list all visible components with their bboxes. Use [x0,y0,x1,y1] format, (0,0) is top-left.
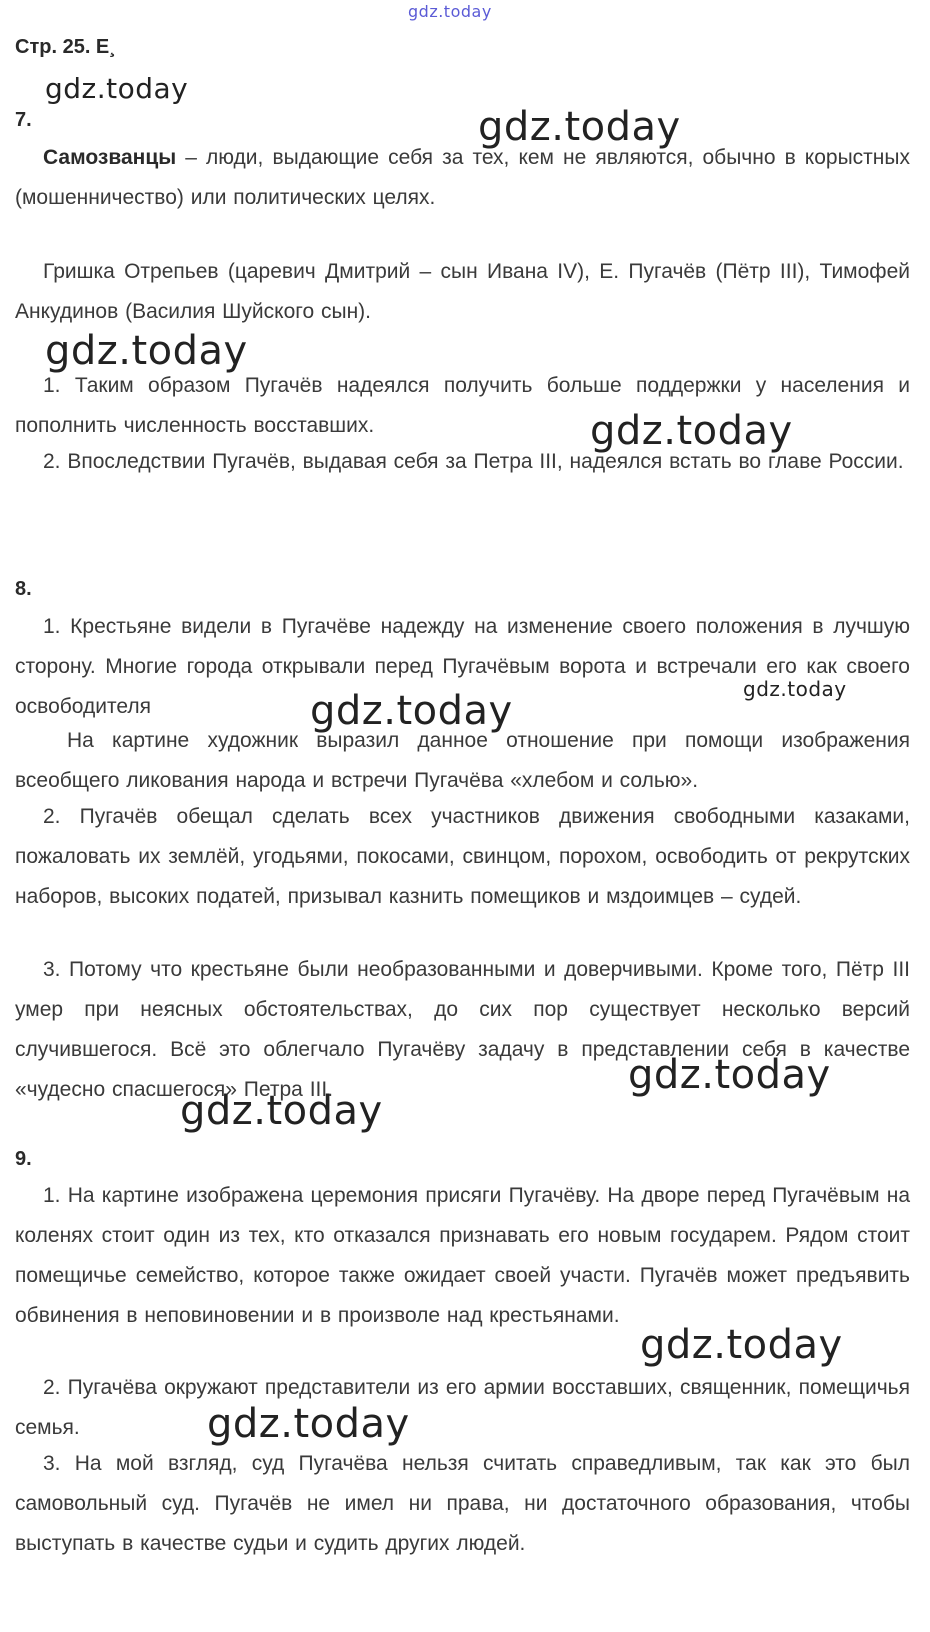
section-9-item-1: 1. На картине изображена церемония присяги Пугачёву. На дворе перед Пугачёвым на коленях стоит один из тех, кто отказался признавать его новым государем. Рядом стоит помещичье семейство, которое также ожидает своей участи. Пугачёв может предъявить обвинения в неповиновении и в произволе над крестьянами. [15,1184,910,1327]
watermark: gdz.today [310,688,513,734]
section-8-item-1: 1. Крестьяне видели в Пугачёве надежду на изменение своего положения в лучшую сторону. Многие города открывали перед Пугачёвым ворота и встречали его как своего освободителя [15,615,910,718]
watermark: gdz.today [45,72,189,105]
term-samozvantsy: Самозванцы [43,146,177,169]
watermark-top: gdz.today [408,2,492,21]
watermark: gdz.today [207,1401,410,1447]
section-7-number: 7. [15,109,32,131]
section-9-item-2: 2. Пугачёва окружают представители из его армии восставших, священник, помещичья семья. [15,1376,910,1439]
watermark: gdz.today [590,408,793,454]
section-7-examples: Гришка Отрепьев (царевич Дмитрий – сын Ивана IV), Е. Пугачёв (Пётр III), Тимофей Анкудинов (Василия Шуйского сын). [15,260,910,323]
watermark: gdz.today [180,1088,383,1134]
section-9-item-3: 3. На мой взгляд, суд Пугачёва нельзя считать справедливым, так как это был самовольный суд. Пугачёв не имел ни права, ни достаточного образования, чтобы выступать в качестве судьи и судить других людей. [15,1452,910,1555]
section-7-definition [15,138,910,218]
page-header: Стр. 25. Е¸ [15,36,116,58]
section-8-number: 8. [15,578,32,600]
section-8-item-2: 2. Пугачёв обещал сделать всех участников движения свободными казаками, пожаловать их землёй, угодьями, покосами, свинцом, порохом, освободить от рекрутских наборов, высоких податей, призывал казнить помещиков и мздоимцев – судей. [15,805,910,908]
definition-text: – люди, выдающие себя за тех, кем не являются, обычно в корыстных (мошенничество) или политических целях. [15,146,910,209]
section-7-item-2: 2. Впоследствии Пугачёв, выдавая себя за Петра III, надеялся встать во главе России. [43,450,904,473]
section-8-item-3: 3. Потому что крестьяне были необразованными и доверчивыми. Кроме того, Пётр III умер при неясных обстоятельствах, до сих пор существует несколько версий случившегося. Всё это облегчало Пугачёву задачу в представлении себя в качестве «чудесно спасшегося» Петра III. [15,958,910,1101]
section-9-number: 9. [15,1148,32,1170]
watermark: gdz.today [478,104,681,150]
watermark: gdz.today [628,1052,831,1098]
watermark: gdz.today [743,677,847,701]
watermark: gdz.today [45,328,248,374]
section-7-item-1: 1. Таким образом Пугачёв надеялся получить больше поддержки у населения и пополнить численность восставших. [15,374,910,437]
section-8-painting-note: На картине художник выразил данное отношение при помощи изображения всеобщего ликования народа и встречи Пугачёва «хлебом и солью». [15,729,910,792]
watermark: gdz.today [640,1322,843,1368]
